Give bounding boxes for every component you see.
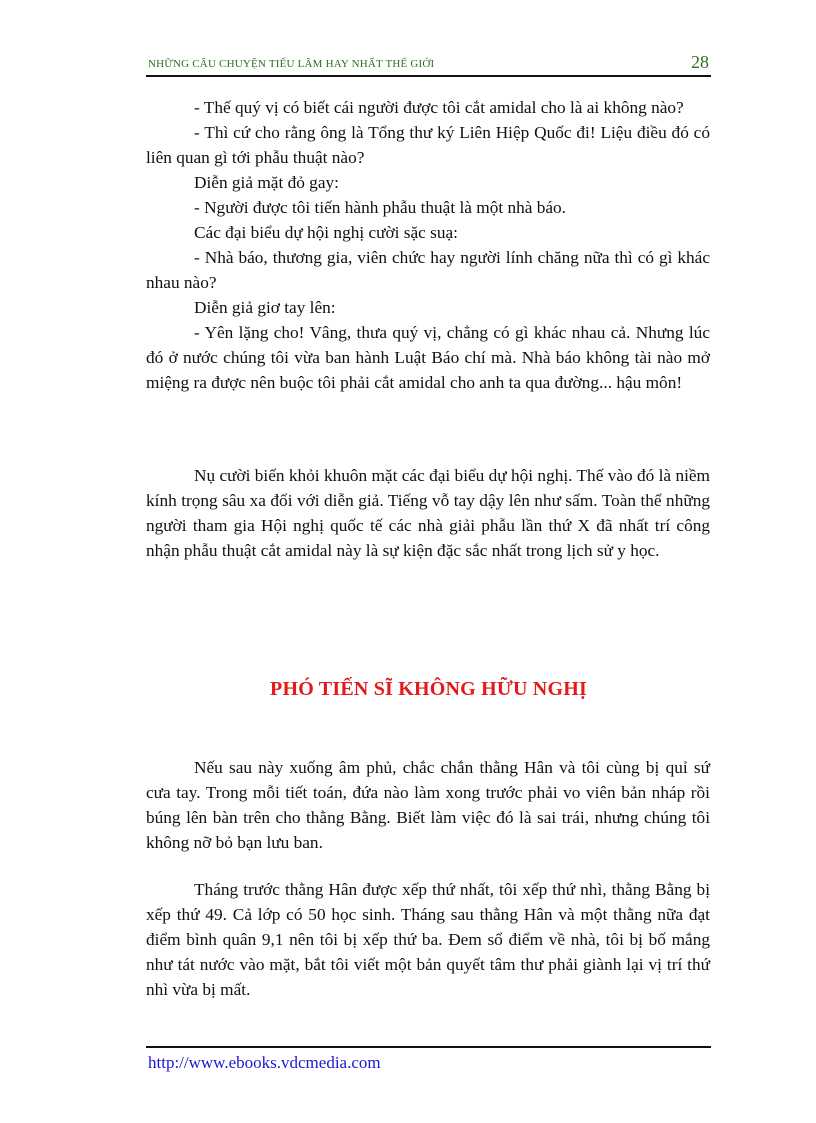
- paragraph: Nếu sau này xuống âm phủ, chắc chắn thằng Hân và tôi cùng bị quỉ sứ cưa tay. Trong mỗi tiết toán, đứa nào làm xong trước phải vo viên bản nháp rồi búng lên bàn trên cho thằng Bằng. Biết làm việc đó là sai trái, nhưng chúng tôi không nỡ bỏ bạn lưu ban.: [146, 758, 710, 852]
- running-title: NHỮNG CÂU CHUYỆN TIẾU LÂM HAY NHẤT THẾ GIỚI: [148, 58, 435, 70]
- story-paragraph-block: [146, 755, 710, 855]
- paragraph: - Nhà báo, thương gia, viên chức hay người lính chăng nữa thì có gì khác nhau nào?: [146, 248, 710, 292]
- paragraph: Diễn giả mặt đỏ gay:: [194, 173, 339, 192]
- story-paragraph-block: [146, 877, 710, 1002]
- footer-divider: [146, 1046, 711, 1048]
- page-header: [146, 52, 711, 76]
- paragraph: - Thế quý vị có biết cái người được tôi cắt amidal cho là ai không nào?: [194, 98, 684, 117]
- dialogue-block: [146, 95, 710, 395]
- page-number: 28: [691, 52, 709, 72]
- paragraph: Nụ cười biến khỏi khuôn mặt các đại biểu dự hội nghị. Thế vào đó là niềm kính trọng sâu xa đối với diễn giả. Tiếng vỗ tay dậy lên như sấm. Toàn thể những người tham gia Hội nghị quốc tế các nhà giải phẫu lần thứ X đã nhất trí công nhận phẫu thuật cắt amidal này là sự kiện đặc sắc nhất trong lịch sử y học.: [146, 466, 710, 560]
- paragraph: - Người được tôi tiến hành phẫu thuật là một nhà báo.: [194, 198, 566, 217]
- closing-paragraph-block: [146, 463, 710, 563]
- paragraph: - Thì cứ cho rằng ông là Tổng thư ký Liên Hiệp Quốc đi! Liệu điều đó có liên quan gì tới phẫu thuật nào?: [146, 123, 710, 167]
- paragraph: Diễn giả giơ tay lên:: [194, 298, 336, 317]
- footer-link[interactable]: http://www.ebooks.vdcmedia.com: [148, 1053, 381, 1072]
- section-title: PHÓ TIẾN SĨ KHÔNG HỮU NGHỊ: [270, 678, 587, 700]
- paragraph: Tháng trước thằng Hân được xếp thứ nhất, tôi xếp thứ nhì, thằng Bằng bị xếp thứ 49. Cả lớp có 50 học sinh. Tháng sau thằng Hân và một thằng nữa đạt điểm bình quân 9,1 nên tôi bị xếp thứ ba. Đem sổ điểm về nhà, tôi bị bố mắng như tát nước vào mặt, bắt tôi viết một bản quyết tâm thư phải giành lại vị trí thứ nhì vừa bị mất.: [146, 880, 710, 999]
- header-divider: [146, 75, 711, 77]
- paragraph: - Yên lặng cho! Vâng, thưa quý vị, chẳng có gì khác nhau cả. Nhưng lúc đó ở nước chúng tôi vừa ban hành Luật Báo chí mà. Nhà báo không tài nào mở miệng ra được nên buộc tôi phải cắt amidal cho anh ta qua đường... hậu môn!: [146, 323, 710, 392]
- paragraph: Các đại biểu dự hội nghị cười sặc suạ:: [194, 223, 458, 242]
